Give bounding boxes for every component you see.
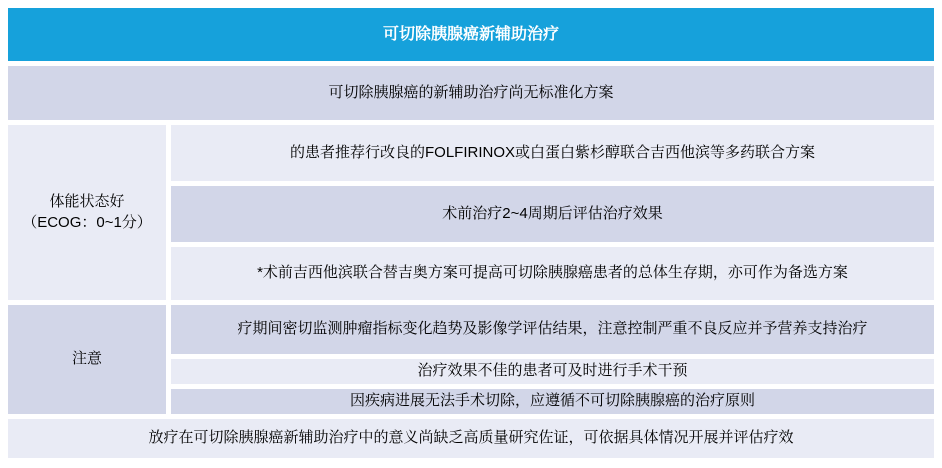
table-title: 可切除胰腺癌新辅助治疗 bbox=[8, 8, 934, 61]
caution-label: 注意 bbox=[8, 305, 166, 414]
performance-row-alternative: *术前吉西他滨联合替吉奥方案可提高可切除胰腺癌患者的总体生存期，亦可作为备选方案 bbox=[171, 247, 934, 300]
caution-group bbox=[8, 305, 934, 414]
subtitle-row: 可切除胰腺癌的新辅助治疗尚无标准化方案 bbox=[8, 66, 934, 120]
performance-status-line1: 体能状态好 bbox=[49, 193, 125, 211]
performance-status-group bbox=[8, 125, 934, 300]
performance-row-evaluation: 术前治疗2~4周期后评估治疗效果 bbox=[171, 186, 934, 242]
performance-status-label bbox=[8, 125, 166, 300]
performance-status-line2: （ECOG：0~1分） bbox=[22, 213, 152, 231]
performance-status-label-text bbox=[22, 192, 152, 233]
caution-rows bbox=[171, 305, 934, 414]
performance-row-regimen: 的患者推荐行改良的FOLFIRINOX或白蛋白紫杉醇联合吉西他滨等多药联合方案 bbox=[171, 125, 934, 181]
caution-row-monitoring: 疗期间密切监测肿瘤指标变化趋势及影像学评估结果，注意控制严重不良反应并予营养支持治疗 bbox=[171, 305, 934, 354]
caution-row-unresectable-principle: 因疾病进展无法手术切除，应遵循不可切除胰腺癌的治疗原则 bbox=[171, 389, 934, 414]
performance-status-rows bbox=[171, 125, 934, 300]
radiotherapy-footer-row: 放疗在可切除胰腺癌新辅助治疗中的意义尚缺乏高质量研究佐证，可依据具体情况开展并评估疗效 bbox=[8, 419, 934, 458]
caution-row-surgery-intervention: 治疗效果不佳的患者可及时进行手术干预 bbox=[171, 359, 934, 384]
